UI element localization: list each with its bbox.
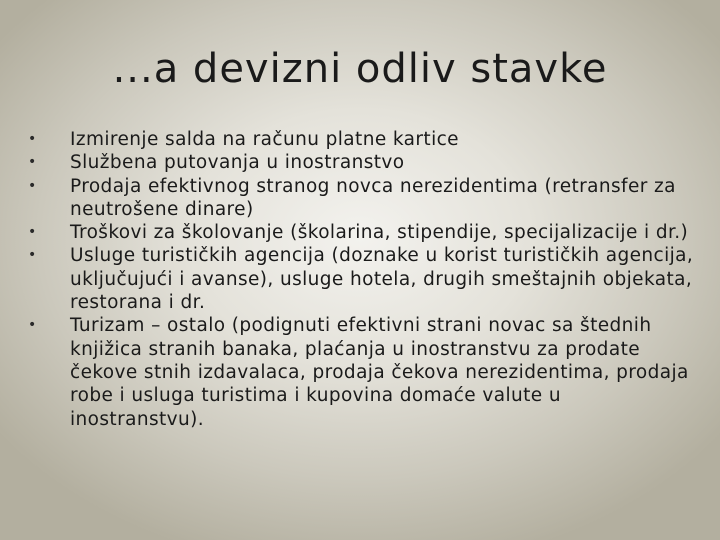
bullet-item <box>28 175 698 222</box>
bullet-dot-icon: • <box>28 224 37 241</box>
bullet-item <box>28 314 698 430</box>
bullet-dot-icon: • <box>28 177 37 194</box>
bullet-text: Izmirenje salda na računu platne kartice <box>70 129 459 150</box>
bullet-dot-icon: • <box>28 317 37 334</box>
bullet-dot-icon: • <box>28 154 37 171</box>
slide-title: ...a devizni odliv stavke <box>112 46 608 92</box>
bullet-text: Turizam – ostalo (podignuti efektivni strani novac sa štednih knjižica stranih banaka, plaćanja u inostranstvu za prodate čekove stnih izdavalaca, prodaja čekova nerezidentima, prodaja robe i usluga turistima i kupovina domaće valute u inostranstvu). <box>70 315 689 430</box>
bullet-text: Troškovi za školovanje (školarina, stipendije, specijalizacije i dr.) <box>70 222 689 244</box>
bullet-text: Službena putovanja u inostranstvo <box>70 152 405 174</box>
bullet-text: Usluge turističkih agencija (doznake u korist turističkih agencija, uključujući i avanse), usluge hotela, drugih smeštajnih objekata, restorana i dr. <box>70 245 694 314</box>
bullet-text: Prodaja efektivnog stranog novca nerezidentima (retransfer za neutrošene dinare) <box>70 175 676 220</box>
bullet-item <box>28 244 698 314</box>
bullet-item <box>28 221 698 244</box>
bullet-item <box>28 128 698 151</box>
bullet-dot-icon: • <box>28 131 37 147</box>
bullet-list <box>28 128 698 431</box>
bullet-dot-icon: • <box>28 247 37 264</box>
bullet-item <box>28 151 698 174</box>
